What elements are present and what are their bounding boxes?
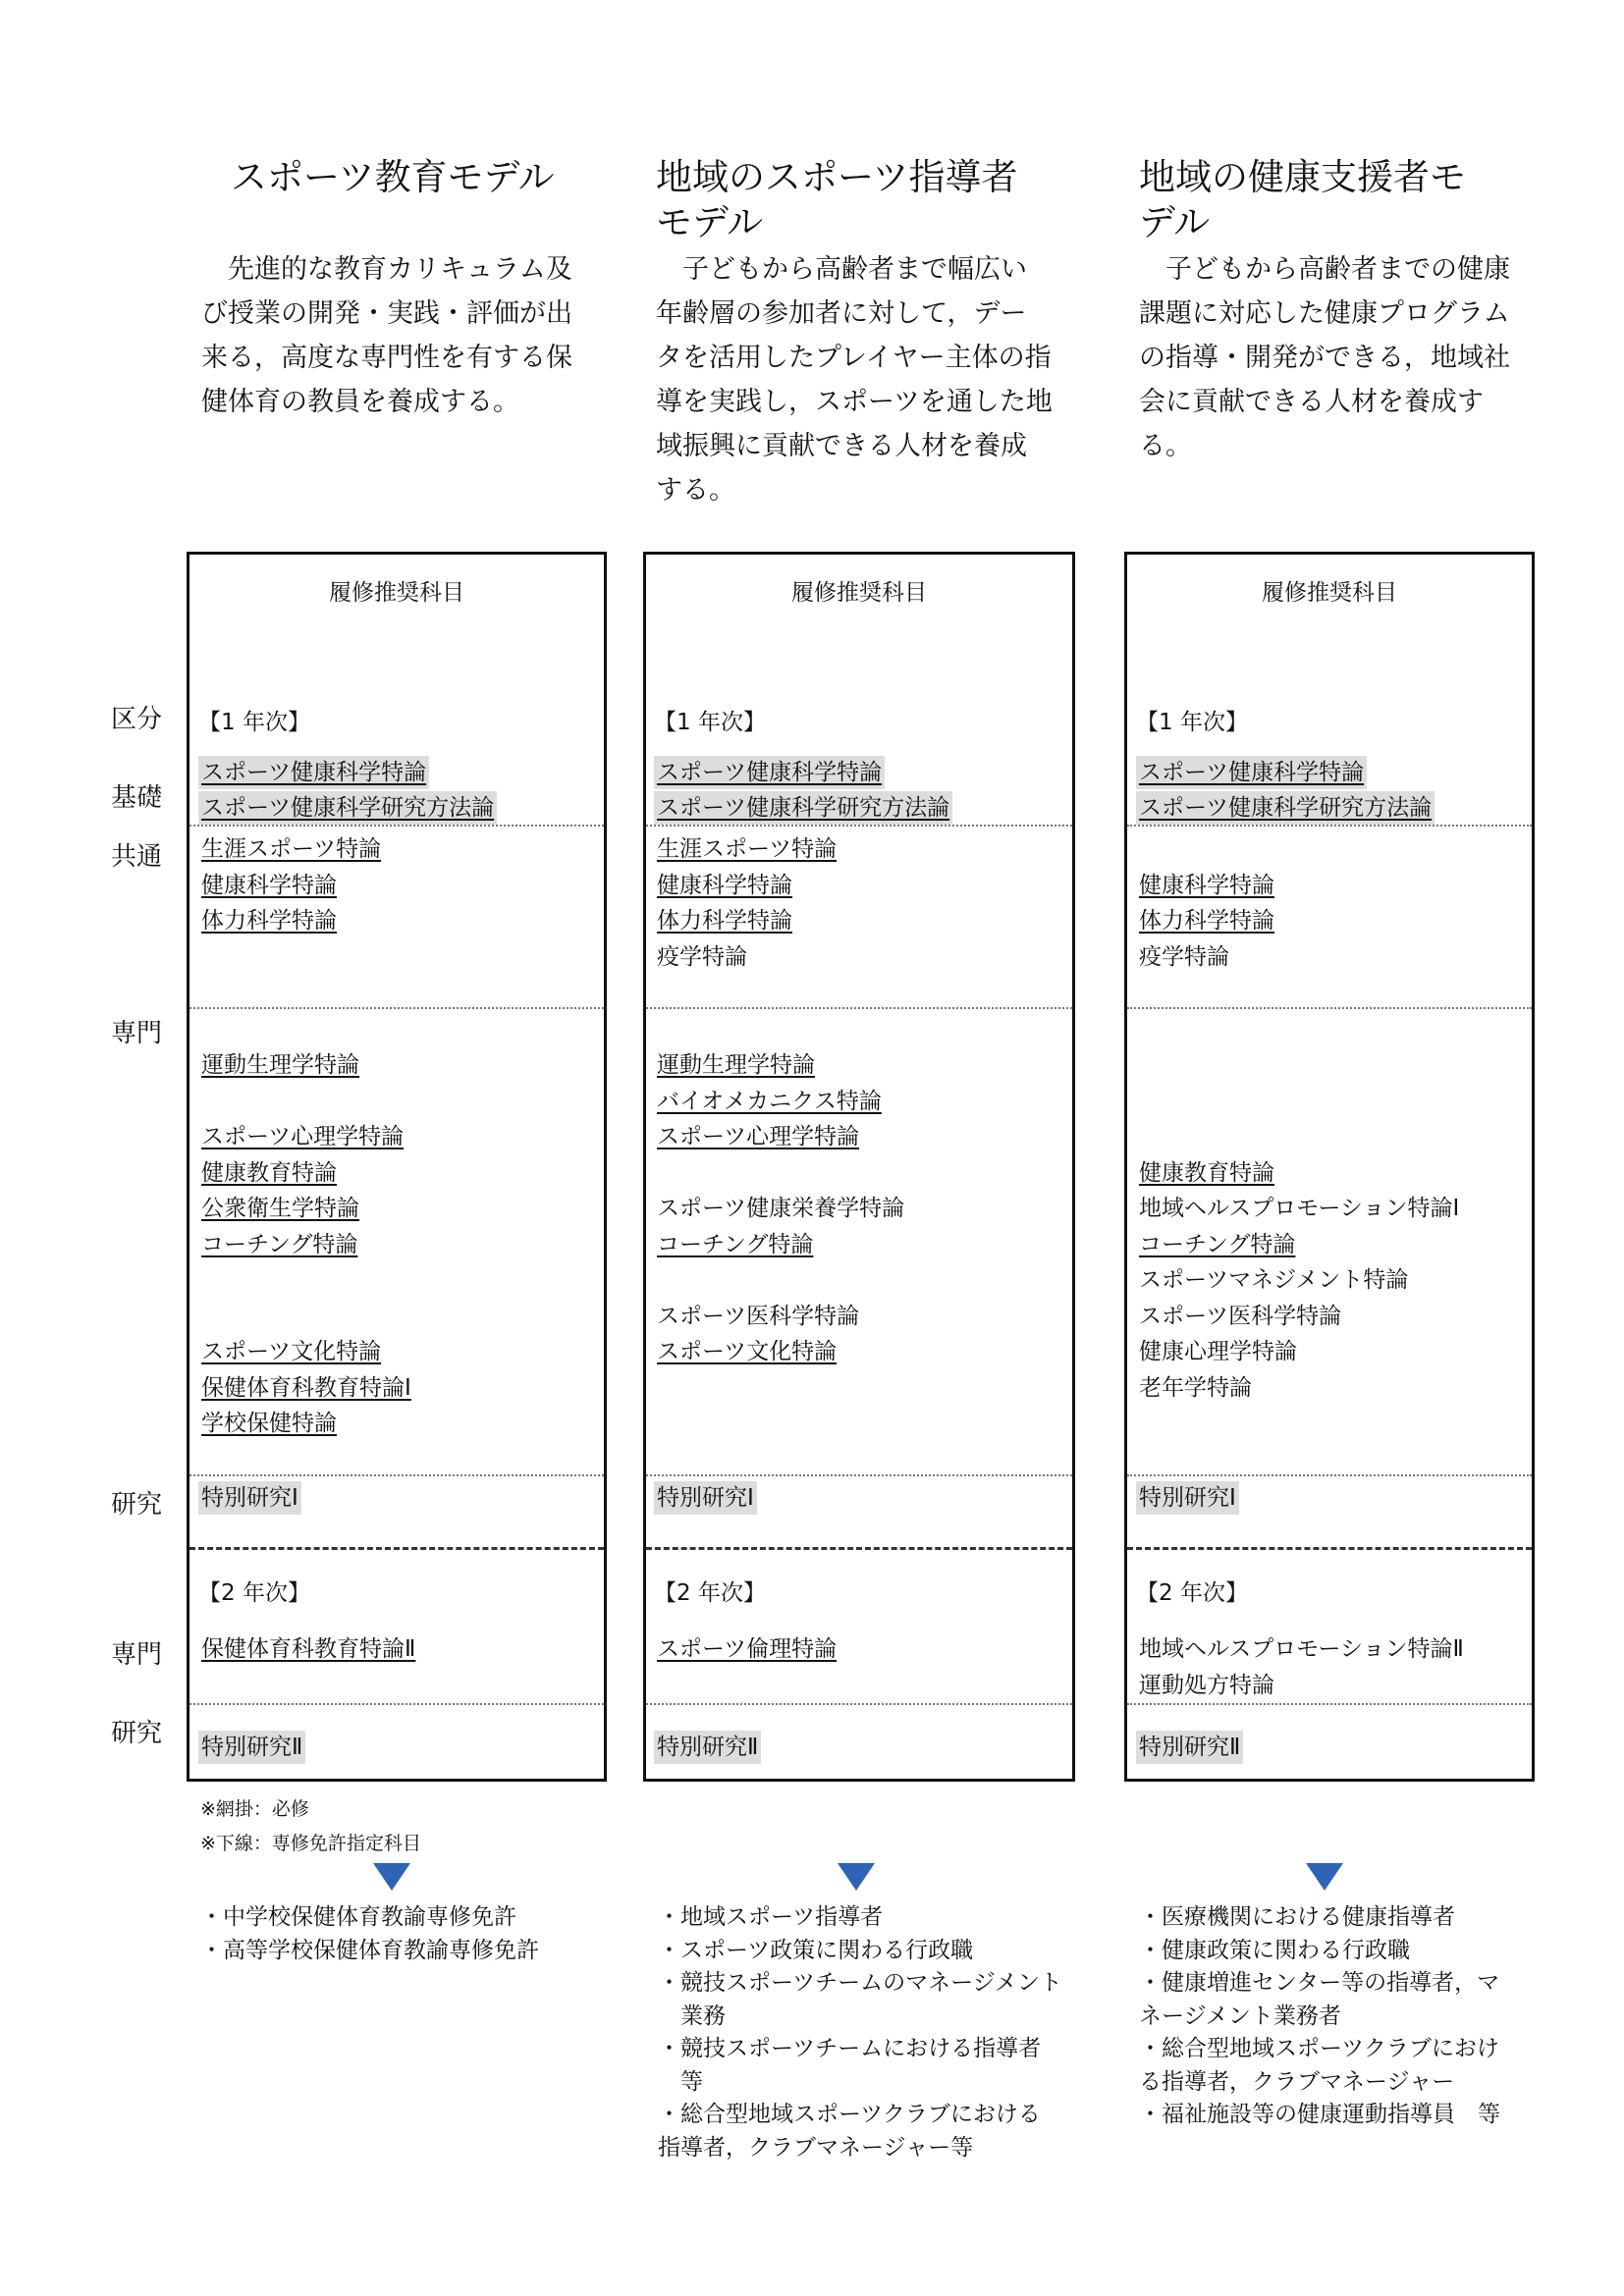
dotted-divider-2-4 — [646, 1703, 1072, 1705]
career-3-3-line-2: ネージメント業務者 — [1139, 2002, 1341, 2029]
model-description-2-line-5: 域振興に貢献できる人材を養成 — [656, 431, 1027, 461]
career-2-3-line-1: ・競技スポーツチームのマネージメント — [658, 1970, 1062, 1996]
senmon-course-2-6: スポーツ医科学特論 — [657, 1303, 860, 1329]
model-description-1-line-1: 先進的な教育カリキュラム及 — [201, 254, 572, 285]
career-3-4-line-1: ・総合型地域スポーツクラブにおけ — [1139, 2036, 1499, 2061]
dotted-divider-3-4 — [1127, 1703, 1532, 1705]
senmon2-course-2-1: スポーツ倫理特論 — [657, 1636, 838, 1662]
senmon-course-3-6: 健康心理学特論 — [1139, 1339, 1297, 1364]
kenkyu2-course-3: 特別研究Ⅱ — [1136, 1731, 1243, 1764]
model-description-2-line-4: 導を実践し，スポーツを通した地 — [656, 387, 1053, 417]
row-label-kenkyu2: 研究 — [111, 1719, 163, 1748]
career-1-2-line-1: ・高等学校保健体育教諭専修免許 — [200, 1937, 539, 1963]
career-2-2-line-1: ・スポーツ政策に関わる行政職 — [658, 1937, 974, 1963]
row-label-senmon2: 専門 — [111, 1640, 163, 1670]
kyotsu-course-1-2: 健康科学特論 — [201, 872, 337, 898]
box-header-2: 履修推奨科目 — [791, 580, 927, 606]
year2-label-2: 【2 年次】 — [654, 1580, 766, 1606]
career-3-4-line-2: る指導者，クラブマネージャー — [1139, 2068, 1455, 2095]
model-title-2-line-1: 地域のスポーツ指導者 — [656, 156, 1018, 198]
down-arrow-icon-2 — [838, 1863, 875, 1891]
kiso-course-2-1: スポーツ健康科学特論 — [654, 756, 885, 789]
model-title-2-line-2: モデル — [656, 201, 764, 243]
year-divider-2 — [646, 1547, 1072, 1550]
senmon-course-3-7: 老年学特論 — [1139, 1374, 1252, 1401]
senmon-course-3-1: 健康教育特論 — [1139, 1159, 1274, 1186]
kenkyu1-course-2: 特別研究Ⅰ — [654, 1481, 757, 1515]
senmon-course-1-8: 学校保健特論 — [201, 1411, 337, 1436]
down-arrow-icon-3 — [1306, 1863, 1343, 1891]
dotted-divider-2-3 — [646, 1474, 1072, 1476]
senmon-course-3-2: 地域ヘルスプロモーション特論Ⅰ — [1139, 1196, 1460, 1221]
senmon-course-2-7: スポーツ文化特論 — [657, 1339, 838, 1364]
kyotsu-course-2-3: 体力科学特論 — [657, 908, 792, 934]
senmon-course-3-5: スポーツ医科学特論 — [1139, 1303, 1342, 1329]
kiso-course-2-2: スポーツ健康科学研究方法論 — [654, 791, 952, 825]
row-label-kyotsu: 共通 — [111, 842, 163, 872]
senmon-course-2-1: 運動生理学特論 — [657, 1052, 815, 1078]
kiso-course-1-2: スポーツ健康科学研究方法論 — [198, 791, 497, 825]
dotted-divider-1-1 — [189, 825, 604, 827]
model-description-1-line-4: 健体育の教員を養成する。 — [201, 387, 519, 417]
model-description-3-line-5: る。 — [1139, 431, 1192, 461]
model-description-3-line-1: 子どもから高齢者までの健康 — [1139, 254, 1510, 285]
kenkyu1-course-1: 特別研究Ⅰ — [198, 1481, 301, 1515]
senmon2-course-3-1: 地域ヘルスプロモーション特論Ⅱ — [1139, 1636, 1464, 1662]
career-3-5-line-1: ・福祉施設等の健康運動指導員 等 — [1139, 2102, 1500, 2127]
senmon-course-1-7: 保健体育科教育特論Ⅰ — [201, 1374, 411, 1401]
year1-label-1: 【1 年次】 — [198, 710, 310, 735]
model-description-2-line-1: 子どもから高齢者まで幅広い — [656, 254, 1027, 285]
career-2-4-line-2: 等 — [658, 2068, 703, 2095]
senmon-course-1-3: 健康教育特論 — [201, 1159, 337, 1186]
career-2-5-line-2: 指導者，クラブマネージャー等 — [658, 2134, 974, 2161]
year2-label-3: 【2 年次】 — [1136, 1580, 1248, 1606]
year1-label-3: 【1 年次】 — [1136, 710, 1248, 735]
model-description-1-line-2: び授業の開発・実践・評価が出 — [201, 298, 572, 329]
dotted-divider-2-1 — [646, 825, 1072, 827]
kyotsu-course-1-1: 生涯スポーツ特論 — [201, 836, 382, 862]
senmon-course-1-5: コーチング特論 — [201, 1231, 358, 1257]
kenkyu2-course-1: 特別研究Ⅱ — [198, 1731, 305, 1764]
year1-label-2: 【1 年次】 — [654, 710, 766, 735]
senmon-course-2-3: スポーツ心理学特論 — [657, 1124, 860, 1149]
kyotsu-course-2-4: 疫学特論 — [657, 943, 747, 970]
kyotsu-course-3-1: 健康科学特論 — [1139, 872, 1274, 898]
dotted-divider-2-2 — [646, 1007, 1072, 1009]
model-title-1-line-1: スポーツ教育モデル — [231, 156, 555, 198]
senmon-course-1-6: スポーツ文化特論 — [201, 1339, 382, 1364]
kyotsu-course-3-2: 体力科学特論 — [1139, 908, 1274, 934]
kiso-course-3-2: スポーツ健康科学研究方法論 — [1136, 791, 1435, 825]
career-2-4-line-1: ・競技スポーツチームにおける指導者 — [658, 2036, 1042, 2061]
career-2-3-line-2: 業務 — [658, 2002, 726, 2029]
kyotsu-course-3-3: 疫学特論 — [1139, 943, 1229, 970]
model-description-3-line-4: 会に貢献できる人材を養成す — [1139, 387, 1484, 417]
row-label-senmon1: 専門 — [111, 1019, 163, 1048]
senmon-course-2-4: スポーツ健康栄養学特論 — [657, 1196, 905, 1221]
kyotsu-course-1-3: 体力科学特論 — [201, 908, 337, 934]
senmon-course-3-3: コーチング特論 — [1139, 1231, 1296, 1257]
model-description-3-line-3: の指導・開発ができる，地域社 — [1139, 343, 1510, 373]
model-description-3-line-2: 課題に対応した健康プログラム — [1139, 298, 1510, 329]
model-title-3-line-1: 地域の健康支援者モ — [1139, 156, 1466, 198]
career-3-3-line-1: ・健康増進センター等の指導者，マ — [1139, 1970, 1500, 1996]
senmon-course-1-2: スポーツ心理学特論 — [201, 1124, 405, 1149]
career-3-1-line-1: ・医療機関における健康指導者 — [1139, 1904, 1455, 1930]
note-required: ※網掛：必修 — [200, 1798, 309, 1820]
model-description-2-line-6: する。 — [656, 475, 735, 506]
model-description-2-line-3: タを活用したプレイヤー主体の指 — [656, 343, 1052, 373]
senmon2-course-3-2: 運動処方特論 — [1139, 1672, 1274, 1698]
senmon-course-2-2: バイオメカニクス特論 — [657, 1088, 882, 1114]
kiso-course-3-1: スポーツ健康科学特論 — [1136, 756, 1367, 789]
row-label-kubun: 区分 — [111, 705, 163, 734]
career-1-1-line-1: ・中学校保健体育教諭専修免許 — [200, 1904, 516, 1930]
note-license: ※下線：専修免許指定科目 — [200, 1833, 421, 1854]
kenkyu2-course-2: 特別研究Ⅱ — [654, 1731, 761, 1764]
model-title-3-line-2: デル — [1139, 201, 1211, 243]
kyotsu-course-2-1: 生涯スポーツ特論 — [657, 836, 838, 862]
model-description-1-line-3: 来る，高度な専門性を有する保 — [201, 343, 572, 373]
row-label-kiso: 基礎 — [111, 783, 163, 813]
box-header-1: 履修推奨科目 — [329, 580, 464, 606]
kenkyu1-course-3: 特別研究Ⅰ — [1136, 1481, 1239, 1515]
dotted-divider-3-1 — [1127, 825, 1532, 827]
career-2-5-line-1: ・総合型地域スポーツクラブにおける — [658, 2102, 1041, 2127]
dotted-divider-3-2 — [1127, 1007, 1532, 1009]
dotted-divider-1-3 — [189, 1474, 604, 1476]
year-divider-3 — [1127, 1547, 1532, 1550]
dotted-divider-3-3 — [1127, 1474, 1532, 1476]
senmon-course-1-4: 公衆衛生学特論 — [201, 1196, 359, 1221]
senmon-course-1-1: 運動生理学特論 — [201, 1052, 359, 1078]
career-3-2-line-1: ・健康政策に関わる行政職 — [1139, 1937, 1410, 1963]
senmon-course-3-4: スポーツマネジメント特論 — [1139, 1267, 1409, 1293]
year-divider-1 — [189, 1547, 604, 1550]
career-2-1-line-1: ・地域スポーツ指導者 — [658, 1904, 884, 1930]
model-description-2-line-2: 年齢層の参加者に対して，デー — [656, 298, 1027, 329]
senmon2-course-1-1: 保健体育科教育特論Ⅱ — [201, 1636, 416, 1662]
senmon-course-2-5: コーチング特論 — [657, 1231, 814, 1257]
row-label-kenkyu1: 研究 — [111, 1490, 163, 1520]
dotted-divider-1-4 — [189, 1703, 604, 1705]
kiso-course-1-1: スポーツ健康科学特論 — [198, 756, 429, 789]
dotted-divider-1-2 — [189, 1007, 604, 1009]
kyotsu-course-2-2: 健康科学特論 — [657, 872, 792, 898]
box-header-3: 履修推奨科目 — [1262, 580, 1397, 606]
year2-label-1: 【2 年次】 — [198, 1580, 310, 1606]
down-arrow-icon-1 — [373, 1863, 410, 1891]
